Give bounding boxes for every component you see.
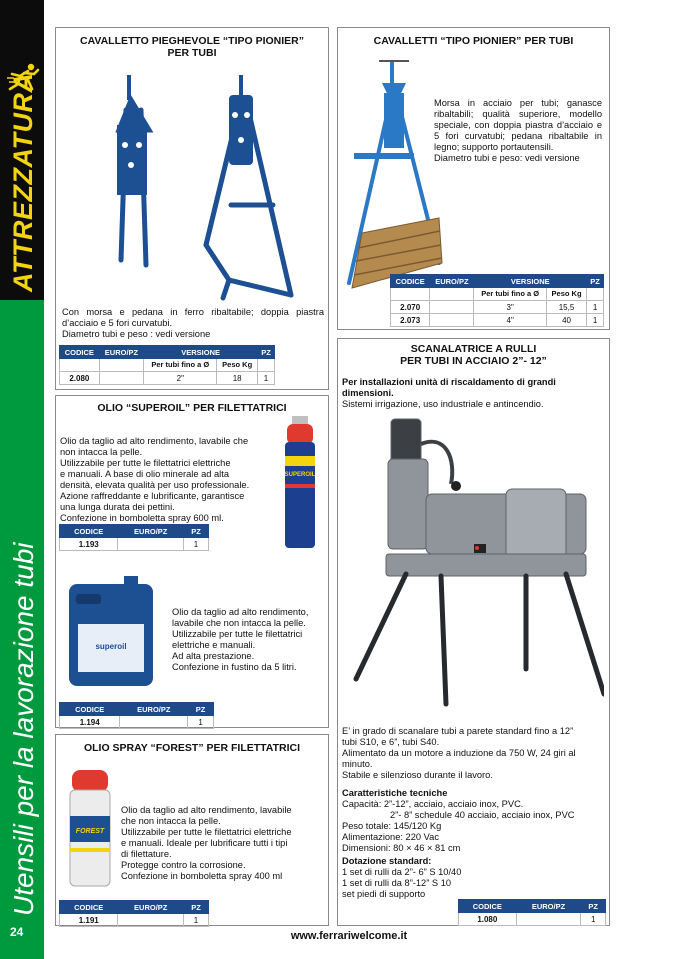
product-forest bbox=[55, 734, 329, 926]
section-title: Utensili per la lavorazione tubi bbox=[8, 542, 39, 916]
product-table: CODICE EURO/PZ PZ 1.193 1 bbox=[59, 524, 209, 551]
product-title: SCANALATRICE A RULLI PER TUBI IN ACCIAIO 2”- 12” bbox=[400, 343, 547, 367]
product-description: Morsa in acciaio per tubi; ganasce ribaltabili; qualità superiore, modello speciale, con doppia piastra d’acciaio e 5 fori curvatubi; pedana ribaltabile in legno; supporto portautensili. Diametro tubi e peso: vedi versione bbox=[434, 98, 602, 163]
table-row[interactable]: 1.193 1 bbox=[60, 538, 209, 551]
product-title: CAVALLETTO PIEGHEVOLE “TIPO PIONIER” PER TUBI bbox=[79, 35, 305, 59]
product-title: CAVALLETTI “TIPO PIONIER” PER TUBI bbox=[373, 35, 574, 47]
product-description: Olio da taglio ad alto rendimento, lavabile che non intacca la pelle. Utilizzabile per tutte le filettatrici elettriche e manuali. Ideale per lubrificare tutti i tipi di filettature. Protegge contro la corrosione. Confezione in bomboletta spray 400 ml bbox=[121, 805, 292, 881]
product-title: OLIO SPRAY “FOREST” PER FILETTATRICI bbox=[83, 742, 301, 754]
table-row[interactable]: 1.194 1 bbox=[60, 716, 214, 729]
svg-text:SUPEROIL: SUPEROIL bbox=[284, 472, 316, 478]
product-scanalatrice bbox=[337, 338, 610, 926]
product-description: E’ in grado di scanalare tubi a parete standard fino a 12” tubi S10, e 6”, tubi S40. Alimentato da un motore a induzione da 750 W, 24 giri al minuto. Stabile e silenzioso durante il lavoro. bbox=[342, 726, 576, 780]
product-intro: Per installazioni unità di riscaldamento di grandi dimensioni. Sistemi irrigazione, uso industriale e antincendio. bbox=[342, 377, 556, 409]
product-description: Con morsa e pedana in ferro ribaltabile; doppia piastra d’acciaio e 5 fori curvatubi. Diametro tubi e peso : vedi versione bbox=[62, 307, 324, 339]
product-table: CODICE EURO/PZ VERSIONE PZ Per tubi fino a Ø Peso Kg 2.080 2" 18 1 bbox=[59, 345, 275, 385]
roll-groover-machine-image bbox=[346, 414, 604, 714]
table-row[interactable]: 1.080 1 bbox=[459, 913, 606, 926]
product-table: CODICE EURO/PZ PZ 1.191 1 bbox=[59, 900, 209, 927]
product-cavalletto bbox=[55, 27, 329, 390]
table-row[interactable]: 1.191 1 bbox=[60, 914, 209, 927]
footer-url[interactable]: www.ferrariwelcome.it bbox=[290, 930, 408, 942]
folding-pipe-stand-image bbox=[111, 70, 311, 305]
table-row[interactable]: 2.070 3" 15,5 1 bbox=[391, 301, 604, 314]
product-title: OLIO “SUPEROIL” PER FILETTATRICI bbox=[97, 402, 287, 414]
product-description-canister: Olio da taglio ad alto rendimento, lavabile che non intacca la pelle. Utilizzabile per tutte le filettatrici elettriche e manuali. Ad alta prestazione. Confezione in fustino da 5 litri. bbox=[172, 607, 309, 672]
svg-text:FOREST: FOREST bbox=[75, 828, 105, 835]
technical-specs: Caratteristiche tecniche Capacità: 2”-12”, acciaio, acciaio inox, PVC. 2”- 8” schedule 40 acciaio, acciaio inox, PVC Peso totale: 145/120 Kg Alimentazione: 220 Vac Dimensioni: 80 × 46 × 81 cm bbox=[342, 788, 575, 853]
page-number: 24 bbox=[10, 925, 24, 939]
forest-spray-can-image bbox=[68, 768, 112, 888]
product-description: Olio da taglio ad alto rendimento, lavabile che non intacca la pelle. Utilizzabile per tutte le filettatrici elettriche e manuali. A base di olio minerale ad alta densità, elevata qualità per uso professionale. Azione raffreddante e lubrificante, garantisce una lunga durata dei pettini. Confezione in bomboletta spray 600 ml. bbox=[60, 436, 250, 523]
svg-text:superoil: superoil bbox=[95, 642, 127, 651]
spray-can-image bbox=[282, 416, 318, 551]
table-row[interactable]: 2.073 4" 40 1 bbox=[391, 314, 604, 327]
product-table-canister: CODICE EURO/PZ PZ 1.194 1 bbox=[59, 702, 214, 729]
category-title: ATTREZZATURA bbox=[8, 72, 38, 292]
pipe-stand-wood-image bbox=[344, 53, 444, 293]
product-table: CODICE EURO/PZ PZ 1.080 1 bbox=[458, 899, 606, 926]
product-cavalletti bbox=[337, 27, 610, 330]
product-table: CODICE EURO/PZ VERSIONE PZ Per tubi fino a Ø Peso Kg 2.070 3" 15,5 1 2.073 4" 40 1 bbox=[390, 274, 604, 327]
table-row[interactable]: 2.080 2" 18 1 bbox=[60, 372, 275, 385]
product-superoil bbox=[55, 395, 329, 728]
standard-equipment: Dotazione standard: 1 set di rulli da 2”- 6” S 10/40 1 set di rulli da 8”-12” S 10 set piedi di supporto bbox=[342, 856, 462, 899]
oil-canister-image bbox=[66, 574, 156, 689]
